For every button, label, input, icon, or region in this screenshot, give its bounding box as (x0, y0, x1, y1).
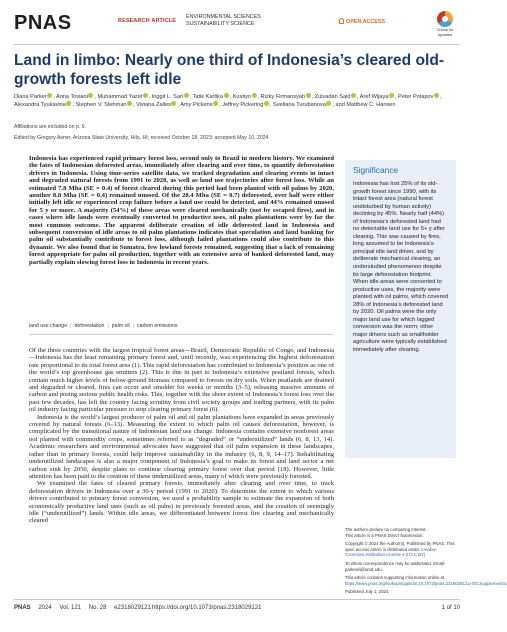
keyword-separator: | (70, 323, 72, 329)
footer-year: 2024 (38, 605, 52, 611)
author-name[interactable]: Diana Parker (14, 94, 47, 100)
author-separator: , (177, 102, 181, 109)
author-separator: , (356, 94, 360, 100)
author-name[interactable]: Kustiyo (232, 94, 252, 100)
footer-divider (14, 599, 460, 600)
copyright-note (345, 541, 457, 558)
orcid-icon[interactable] (434, 93, 439, 98)
author-separator: , (189, 94, 193, 100)
orcid-icon[interactable] (389, 93, 394, 98)
competing-interest-note: The authors declare no competing interest. (345, 527, 427, 532)
author-name[interactable]: Alexandra Tyukavina (14, 102, 66, 109)
keyword-link[interactable]: deforestation (74, 323, 105, 329)
header-divider (14, 44, 460, 45)
orcid-icon[interactable] (213, 101, 218, 106)
article-body (29, 347, 334, 525)
footer-eid: e2318029121 (114, 605, 151, 611)
author-name[interactable]: Anna Tosiani (55, 94, 88, 100)
footer-volume: Vol. 121 (59, 605, 82, 611)
author-separator: , (219, 102, 223, 109)
updates-line2: updates (437, 31, 453, 37)
orcid-icon[interactable] (306, 93, 311, 98)
copyright-text: Copyright © 2024 the Author(s). Published by PNAS. This open access article is distributed under (345, 541, 455, 552)
author-name[interactable]: Svetlana Turubanova (273, 102, 326, 109)
orcid-icon[interactable] (88, 93, 93, 98)
orcid-icon[interactable] (171, 101, 176, 106)
orcid-icon[interactable] (127, 101, 132, 106)
author-separator: , (94, 94, 98, 100)
author-name[interactable]: and Matthew C. Hansen (335, 102, 396, 109)
footer-doi-link[interactable]: https://doi.org/10.1073/pnas.2318029121 (152, 605, 262, 611)
author-separator: , (269, 102, 273, 109)
author-name[interactable]: Zulvadan Said (314, 94, 351, 100)
subject-areas (186, 14, 261, 29)
keywords-divider (29, 334, 334, 335)
subject-sustainability[interactable]: SUSTAINABILITY SCIENCE (186, 21, 255, 28)
orcid-icon[interactable] (47, 93, 52, 98)
updates-line1: Check for (436, 27, 454, 32)
check-for-updates-button[interactable] (430, 10, 460, 44)
body-paragraph-2: Indonesia is the world’s largest producer of palm oil and oil palm plantations have expanded in areas previously covered by natural forests (6–13). Measuring the extent to which palm oil causes deforestation, however, is complicated by the transitional nature of Indonesian land use change. Indonesia contains extensive nonforest areas not planted with commodity crops, sometimes referred to as “degraded” or “underutilized” lands (6, 8, 13, 14). Academic researchers and environmental advocates have suggested that oil palm expansion in these landscapes, rather than in primary forests, could help improve sustainability in the industry (6, 8, 9, 14–17). Rehabilitating underutilized landscapes is also a major component of Indonesia’s goal to make its forest and land sector a net carbon sink by 2050, despite plans to continue clearing primary forest over that period (18). However, little attention has been paid to the creation of these underutilized areas, many of which were previously forested. (29, 413, 334, 480)
significance-title: Significance (353, 165, 399, 175)
author-separator: , (257, 94, 261, 100)
author-name[interactable]: Aref Wijaya (359, 94, 389, 100)
updates-icon (437, 11, 453, 27)
edited-by-line: Edited by Gregory Asner, Arizona State University, Hilo, HI; received October 18, 2023; accepted May 10, 2024 (14, 135, 269, 141)
author-separator: , (332, 102, 336, 109)
body-paragraph-1: Of the three countries with the largest tropical forest areas—Brazil, Democratic Republic of Congo, and Indonesia—Indonesia has the least remaining primary forest and, until recently, was experiencing the highest deforestation rate proportional to its total forest area (1). This rapid deforestation has contributed to Indonesia’s position as one of the world’s top greenhouse gas emitters (2). This is due in part to Indonesia’s extensive peatland forests, which contain much higher levels of below-ground biomass compared to forests on dry soils. When peatlands are drained and degraded or cleared, fires can occur and smolder for weeks or months (3–5), releasing massive amounts of carbon and posing serious public health risks. This, together with the sheer extent of Indonesia’s forest loss over the past few decades, has left the country facing scrutiny from civil society groups and trading partners, with its palm oil industry facing particular pressure to stop clearing primary forest (6). (29, 347, 334, 414)
keywords (29, 323, 334, 329)
open-lock-icon (339, 18, 344, 24)
article-title: Land in limbo: Nearly one third of Indonesia’s cleared old-growth forests left idle (14, 52, 445, 88)
author-name[interactable]: Amy Pickens (180, 102, 213, 109)
author-separator: , (148, 94, 152, 100)
keyword-link[interactable]: land use change (29, 323, 68, 329)
orcid-icon[interactable] (143, 93, 148, 98)
keyword-link[interactable]: palm oil (111, 323, 130, 329)
author-name[interactable]: Jeffrey Pickering (222, 102, 264, 109)
author-name[interactable]: Tatik Kartika (192, 94, 224, 100)
keyword-separator: | (107, 323, 109, 329)
footer-issue: No. 28 (88, 605, 107, 611)
supporting-info-note (345, 575, 507, 586)
author-list (14, 93, 460, 110)
supporting-text: This article contains supporting information online at (345, 575, 445, 581)
orcid-icon[interactable] (66, 101, 71, 106)
journal-header (14, 10, 460, 44)
body-paragraph-3: We examined the fates of cleared primary forests, immediately after clearing and over time, to track deforestation drivers in Indonesia over a 30-y period (1991 to 2020). To determine the extent to which various drivers contributed to primary forest conversion, we used a probability sample to estimate the expansion of both economically productive land uses (such as oil palm) in previously forested areas, and the creation of seemingly idle (“underutilized”) lands. Within idle areas, we differentiated between forest fire clearing and mechanically cleared (29, 480, 334, 525)
open-access-badge (339, 18, 385, 25)
author-name[interactable]: Muhammad Yazid (97, 94, 143, 100)
article-notes (345, 527, 507, 595)
author-name[interactable]: Rizky Firmansyah (260, 94, 306, 100)
significance-text: Indonesia has lost 25% of its old-growth forest since 1990, with its intact forest area (natural forest undisturbed by human activity) declining by 45%. Nearly half (44%) of Indonesia’s deforested land had no detectable land use for 5+ y after clearing. This was caused by fires, long assumed to be Indonesia’s principal idle land driver, and by deliberate mechanical clearing, an understudied phenomenon despite its large deforestation footprint. When idle areas were converted to productive uses, the majority were planted with oil palms, which covered 28% of Indonesia’s deforested land by 2020. Oil palms were the only major land use for which lagged conversion was the norm; other major drivers such as smallholder agriculture were typically established immediately after clearing. (353, 181, 448, 354)
supporting-info-link[interactable]: https://www.pnas.org/lookup/suppl/doi:10.1073/pnas.2318029121/-/DCSupplemental. (345, 580, 507, 586)
journal-logo[interactable]: PNAS (14, 12, 72, 34)
author-name[interactable]: Inggit L. Sari (151, 94, 184, 100)
direct-submission-note: This article is a PNAS Direct Submission. (345, 532, 424, 538)
author-name[interactable]: Peter Potapov (398, 94, 434, 100)
author-separator: , (72, 102, 76, 109)
author-separator: , (53, 94, 56, 100)
orcid-icon[interactable] (224, 93, 229, 98)
affiliations-note: Affiliations are included on p. 9. (14, 124, 86, 130)
footer-journal: PNAS (14, 605, 31, 611)
license-link[interactable]: Creative Commons Attribution License 4.0 (CC BY). (345, 546, 437, 558)
author-separator: , (311, 94, 315, 100)
subject-environmental[interactable]: ENVIRONMENTAL SCIENCES (186, 14, 261, 20)
page-footer (14, 605, 460, 615)
author-separator: , (229, 94, 233, 100)
author-separator: , (133, 102, 137, 109)
orcid-icon[interactable] (264, 101, 269, 106)
correspondence-note: To whom correspondence may be addressed. Email: parkerdi@umd.edu. (345, 560, 446, 572)
article-type-label: RESEARCH ARTICLE (118, 18, 177, 24)
author-separator: , (394, 94, 399, 100)
author-name[interactable]: Viviana Zalles (136, 102, 171, 109)
page-number: 1 of 10 (441, 605, 460, 611)
open-access-label: OPEN ACCESS (346, 19, 386, 25)
keyword-link[interactable]: carbon emissions (137, 323, 178, 329)
orcid-icon[interactable] (326, 101, 331, 106)
keyword-separator: | (132, 323, 135, 329)
author-name[interactable]: Stephen V. Stehman (75, 102, 127, 109)
author-separator: , (439, 94, 442, 100)
significance-box (345, 160, 456, 458)
orcid-icon[interactable] (184, 93, 189, 98)
orcid-icon[interactable] (351, 93, 356, 98)
published-date: Published July 1, 2024. (345, 589, 390, 595)
orcid-icon[interactable] (252, 93, 257, 98)
abstract: Indonesia has experienced rapid primary forest loss, second only to Brazil in modern history. We examined the fates of Indonesian deforested areas, immediately after clearing and over time, to quantify deforestation drivers in Indonesia. Using time-series satellite data, we tracked degradation and clearing events in intact and degraded natural forests from 1991 to 2020, as well as land use trajectories after forest loss. While an estimated 7.8 Mha (SE = 0.4) of forest cleared during this period had been planted with oil palms by 2020, another 8.8 Mha (SE = 0.4) remained unused. Of the 28.4 Mha (SE = 0.7) deforested, over half were either initially left idle or experienced crop failure before a land use could be detected, and 44% remained unused for 5 y or more. A majority (54%) of these areas were cleared mechanically (not by escaped fires), and in cases where idle lands were eventually converted to productive uses, oil palm plantations were by far the most common outcome. The apparent deliberate creation of idle deforested land in Indonesia and subsequent conversion of idle areas to oil palm plantations indicates that speculation and land banking for palm oil substantially contribute to forest loss, although failed plantations could also contribute to this dynamic. We also found that in Sumatra, few lowland forests remained, suggesting that a lack of remaining forest appropriate for palm oil production, together with an extensive area of banked deforested land, may partially explain slowing forest loss in Indonesia in recent years. (29, 155, 334, 266)
